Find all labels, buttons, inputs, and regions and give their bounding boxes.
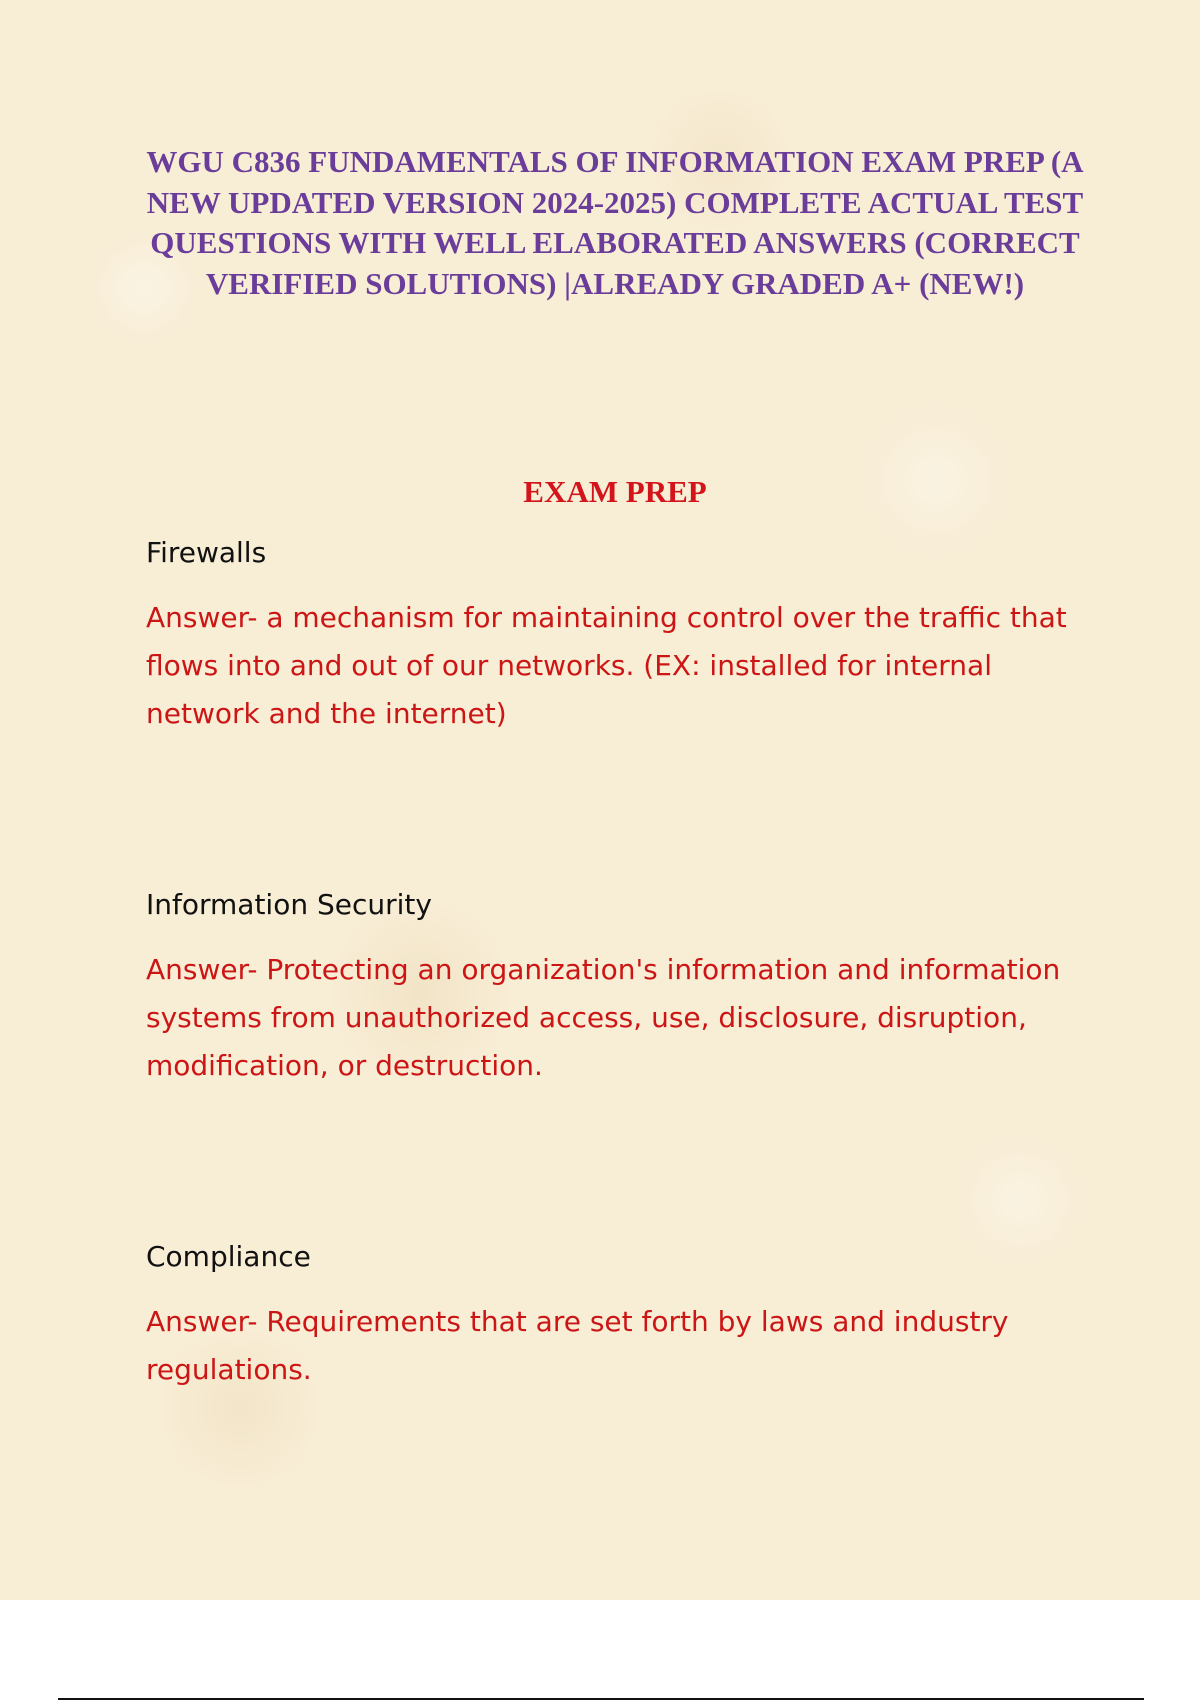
qa-item <box>146 886 1106 1090</box>
qa-item <box>146 1238 1106 1394</box>
section-heading: EXAM PREP <box>523 474 707 509</box>
question-text: Firewalls <box>146 536 267 569</box>
qa-item <box>146 534 1106 738</box>
answer-text: Answer- Requirements that are set forth by laws and industry regulations. <box>146 1305 1009 1386</box>
answer-text: Answer- a mechanism for maintaining control over the traffic that flows into and out of our networks. (EX: installed for internal network and the internet) <box>146 601 1067 730</box>
question-text: Compliance <box>146 1240 311 1273</box>
document-title: WGU C836 FUNDAMENTALS OF INFORMATION EXAM PREP (A NEW UPDATED VERSION 2024-2025) COMPLETE ACTUAL TEST QUESTIONS WITH WELL ELABORATED ANSWERS (CORRECT VERIFIED SOLUTIONS) |ALREADY GRADED A+ (NEW!) <box>146 144 1084 301</box>
question-text: Information Security <box>146 888 432 921</box>
answer-text: Answer- Protecting an organization's information and information systems from unauthorized access, use, disclosure, disruption, modification, or destruction. <box>146 953 1061 1082</box>
